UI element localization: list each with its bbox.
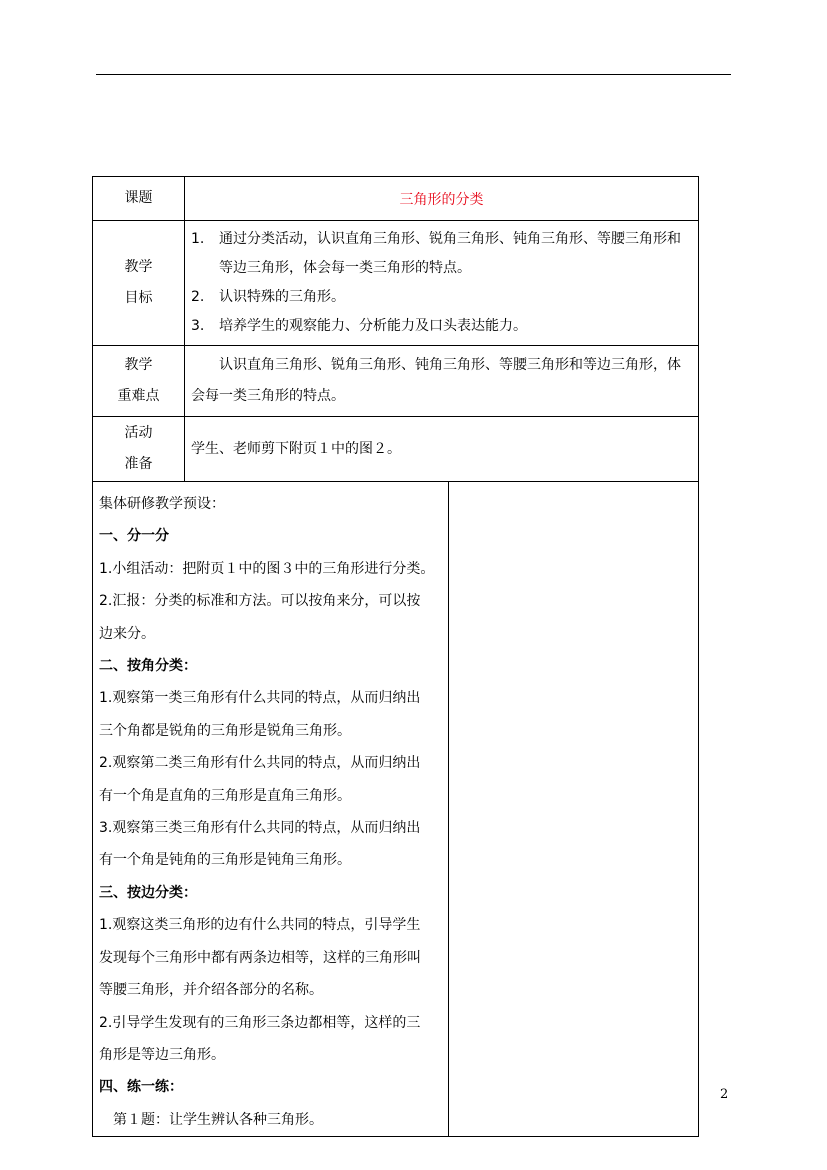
goals-label-line-1: 教学 — [124, 259, 153, 275]
section-heading: 四、练一练： — [99, 1079, 183, 1096]
goal-text: 培养学生的观察能力、分析能力及口头表达能力。 — [219, 318, 527, 334]
lesson-plan-table — [92, 176, 699, 1137]
section-heading: 三、按边分类： — [99, 884, 197, 901]
prep-text: 学生、老师剪下附页１中的图２。 — [191, 441, 401, 457]
design-line: 角形是等边三角形。 — [99, 1046, 225, 1063]
topic-label: 课题 — [93, 177, 185, 221]
design-line: 第１题：让学生辨认各种三角形。 — [113, 1111, 323, 1128]
design-line: 边来分。 — [99, 625, 155, 642]
prep-label — [93, 417, 185, 482]
prep-row — [93, 417, 699, 482]
prep-label-line-2: 准备 — [124, 456, 153, 472]
goals-label — [93, 221, 185, 346]
goals-list — [185, 221, 698, 345]
keypoints-label-line-1: 教学 — [124, 357, 153, 373]
design-cell — [93, 482, 449, 1137]
keypoints-label-line-2: 重难点 — [117, 388, 160, 404]
goal-text: 认识特殊的三角形。 — [219, 289, 345, 305]
topic-row — [93, 177, 699, 221]
keypoints-label — [93, 346, 185, 417]
design-row — [93, 482, 699, 1137]
keypoints-text: 认识直角三角形、锐角三角形、钝角三角形、等腰三角形和等边三角形，体会每一类三角形的特点。 — [191, 357, 681, 404]
design-line: 集体研修教学预设： — [99, 496, 225, 512]
section-heading: 二、按角分类： — [99, 658, 197, 675]
goal-number: 1. — [191, 231, 205, 247]
section-heading: 一、分一分 — [99, 528, 169, 545]
page-number: 2 — [720, 1087, 729, 1102]
design-line: 三个角都是锐角的三角形是锐角三角形。 — [99, 722, 351, 739]
goal-item — [191, 283, 690, 312]
goal-number: 3. — [191, 318, 205, 334]
header-rule — [96, 74, 731, 75]
keypoints-row — [93, 346, 699, 417]
design-line: 有一个角是直角的三角形是直角三角形。 — [99, 787, 351, 804]
design-lines — [99, 488, 442, 1136]
design-line: 1.观察第一类三角形有什么共同的特点，从而归纳出 — [99, 690, 421, 707]
design-line: 1.观察这类三角形的边有什么共同的特点，引导学生 — [99, 917, 421, 934]
design-line: 3.观察第三类三角形有什么共同的特点，从而归纳出 — [99, 820, 421, 837]
goal-item — [191, 225, 690, 283]
prep-cell — [185, 417, 699, 482]
design-line: 等腰三角形，并介绍各部分的名称。 — [99, 982, 323, 999]
lesson-title: 三角形的分类 — [185, 177, 699, 221]
prep-label-line-1: 活动 — [124, 425, 153, 441]
goals-row — [93, 221, 699, 346]
goals-label-line-2: 目标 — [124, 290, 153, 306]
goal-number: 2. — [191, 289, 205, 305]
goal-item — [191, 312, 690, 341]
design-line: 1.小组活动：把附页１中的图３中的三角形进行分类。 — [99, 560, 435, 577]
notes-cell — [449, 482, 699, 1137]
design-line: 有一个角是钝角的三角形是钝角三角形。 — [99, 852, 351, 869]
design-line: 发现每个三角形中都有两条边相等，这样的三角形叫 — [99, 949, 421, 966]
design-line: 2.汇报：分类的标准和方法。可以按角来分，可以按 — [99, 593, 421, 610]
goals-cell — [185, 221, 699, 346]
goal-text: 通过分类活动，认识直角三角形、锐角三角形、钝角三角形、等腰三角形和等边三角形，体会每一类三角形的特点。 — [219, 231, 681, 276]
design-line: 2.引导学生发现有的三角形三条边都相等，这样的三 — [99, 1014, 421, 1031]
keypoints-cell — [185, 346, 699, 417]
design-line: 2.观察第二类三角形有什么共同的特点，从而归纳出 — [99, 755, 421, 772]
